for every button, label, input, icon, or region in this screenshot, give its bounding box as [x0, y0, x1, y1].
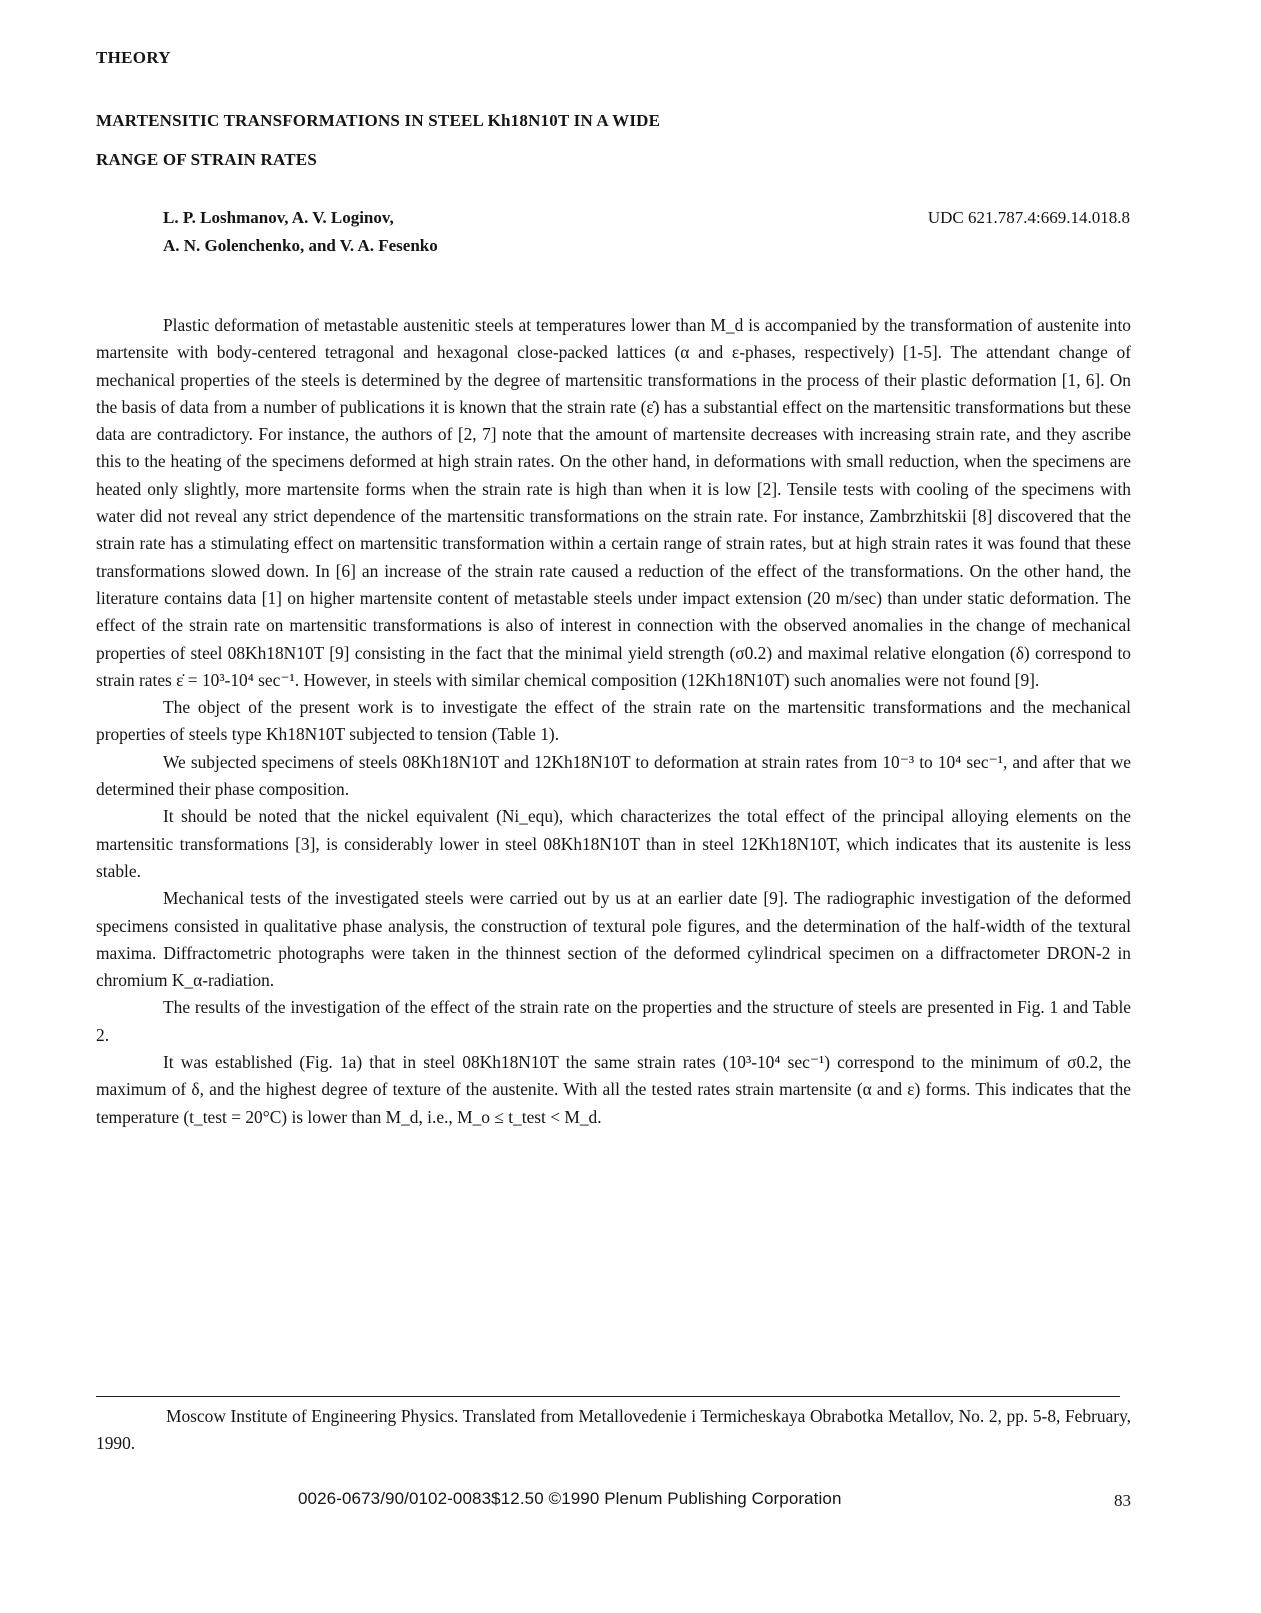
- section-label: THEORY: [96, 48, 171, 67]
- article-body: [96, 312, 1131, 1131]
- author-line-1: L. P. Loshmanov, A. V. Loginov,: [163, 208, 394, 227]
- paragraph: It was established (Fig. 1a) that in steel 08Kh18N10T the same strain rates (10³-10⁴ sec⁻¹) correspond to the minimum of σ0.2, the maximum of δ, and the highest degree of texture of the austenite. With all the tested rates strain martensite (α and ε) forms. This indicates that the temperature (t_test = 20°C) is lower than M_d, i.e., M_o ≤ t_test < M_d.: [96, 1052, 1131, 1127]
- paragraph: The results of the investigation of the effect of the strain rate on the properties and the structure of steels are presented in Fig. 1 and Table 2.: [96, 997, 1131, 1045]
- paragraph: It should be noted that the nickel equivalent (Ni_equ), which characterizes the total effect of the principal alloying elements on the martensitic transformations [3], is considerably lower in steel 08Kh18N10T than in steel 12Kh18N10T, which indicates that its austenite is less stable.: [96, 806, 1131, 881]
- affiliation-footnote: Moscow Institute of Engineering Physics. Translated from Metallovedenie i Termicheskaya Obrabotka Metallov, No. 2, pp. 5-8, February, 1990.: [96, 1406, 1131, 1453]
- paragraph: Mechanical tests of the investigated steels were carried out by us at an earlier date [9]. The radiographic investigation of the deformed specimens consisted in qualitative phase analysis, the construction of textural pole figures, and the determination of the half-width of the textural maxima. Diffractometric photographs were taken in the thinnest section of the deformed cylindrical specimen on a diffractometer DRON-2 in chromium K_α-radiation.: [96, 888, 1131, 991]
- copyright-line: 0026-0673/90/0102-0083$12.50 ©1990 Plenum Publishing Corporation: [298, 1489, 842, 1508]
- page-number: 83: [1114, 1491, 1131, 1510]
- paragraph: Plastic deformation of metastable austenitic steels at temperatures lower than M_d is accompanied by the transformation of austenite into martensite with body-centered tetragonal and hexagonal close-packed lattices (α and ε-phases, respectively) [1-5]. The attendant change of mechanical properties of the steels is determined by the degree of martensitic transformations in the process of their plastic deformation [1, 6]. On the basis of data from a number of publications it is known that the strain rate (ε̇) has a substantial effect on the martensitic transformations but these data are contradictory. For instance, the authors of [2, 7] note that the amount of martensite decreases with increasing strain rate, and they ascribe this to the heating of the specimens deformed at high strain rates. On the other hand, in deformations with small reduction, when the specimens are heated only slightly, more martensite forms when the strain rate is high than when it is low [2]. Tensile tests with cooling of the specimens with water did not reveal any strict dependence of the martensitic transformations on the strain rate. For instance, Zambrzhitskii [8] discovered that the strain rate has a stimulating effect on martensitic transformation within a certain range of strain rates, but at high strain rates it was found that these transformations slowed down. In [6] an increase of the strain rate caused a reduction of the effect of the transformations. On the other hand, the literature contains data [1] on higher martensite content of metastable steels under impact extension (20 m/sec) than under static deformation. The effect of the strain rate on martensitic transformations is also of interest in connection with the observed anomalies in the change of mechanical properties of steel 08Kh18N10T [9] consisting in the fact that the minimal yield strength (σ0.2) and maximal relative elongation (δ) correspond to strain rates ε̇ = 10³-10⁴ sec⁻¹. However, in steels with similar chemical composition (12Kh18N10T) such anomalies were not found [9].: [96, 315, 1131, 690]
- udc-code: UDC 621.787.4:669.14.018.8: [927, 208, 1130, 227]
- article-title: [96, 101, 996, 179]
- paragraph: We subjected specimens of steels 08Kh18N10T and 12Kh18N10T to deformation at strain rates from 10⁻³ to 10⁴ sec⁻¹, and after that we determined their phase composition.: [96, 751, 1131, 800]
- footnote-divider: [96, 1396, 1120, 1397]
- title-line-1: MARTENSITIC TRANSFORMATIONS IN STEEL Kh18N10T IN A WIDE: [96, 111, 661, 130]
- author-list: [163, 204, 438, 260]
- paragraph: The object of the present work is to investigate the effect of the strain rate on the martensitic transformations and the mechanical properties of steels type Kh18N10T subjected to tension (Table 1).: [96, 697, 1131, 745]
- author-line-2: A. N. Golenchenko, and V. A. Fesenko: [163, 236, 438, 255]
- title-line-2: RANGE OF STRAIN RATES: [96, 150, 317, 169]
